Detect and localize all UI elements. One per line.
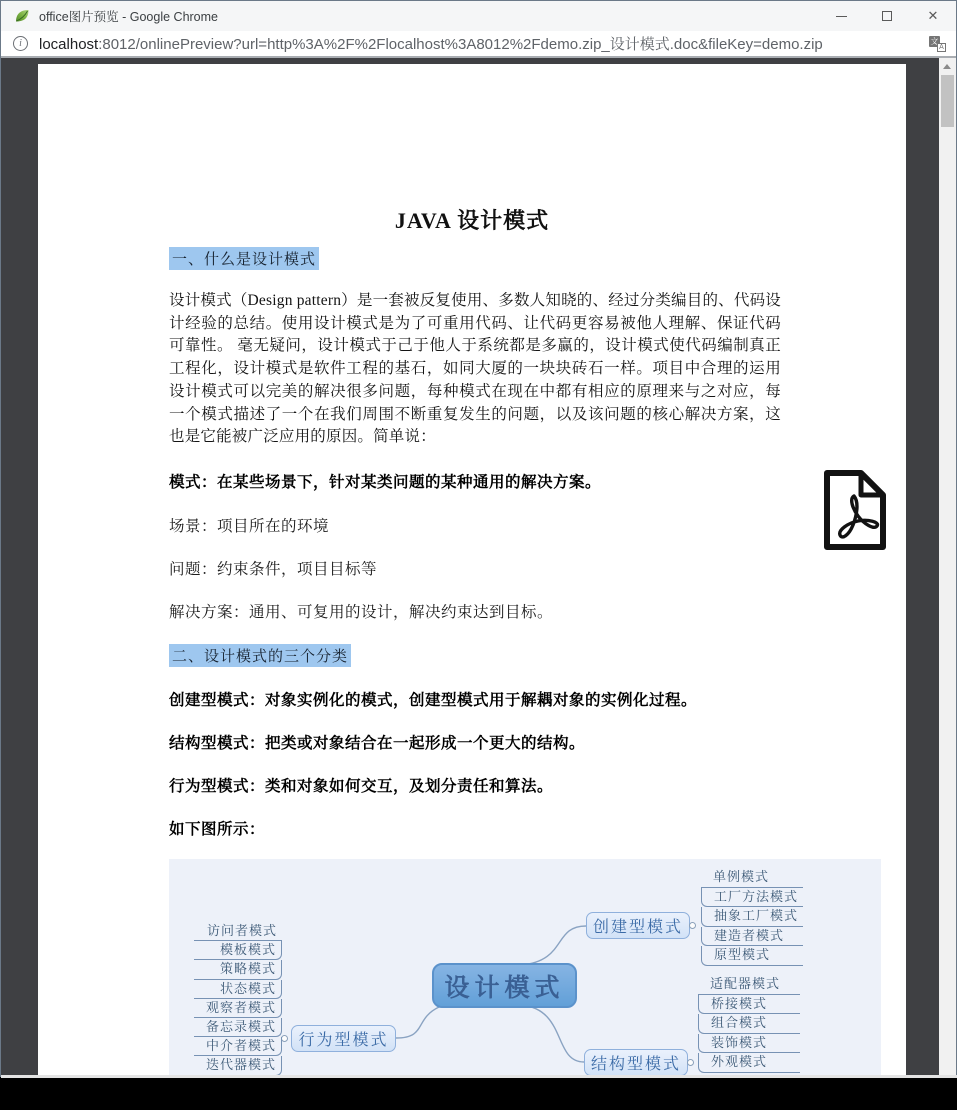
structure-category-line: 结构型模式：把类或对象结合在一起形成一个更大的结构。 [169, 735, 586, 752]
document-title: JAVA 设计模式 [394, 208, 550, 233]
leaf-favicon-icon [14, 8, 30, 24]
section2-heading: 二、设计模式的三个分类 [169, 644, 351, 667]
intro-paragraph: 设计模式（Design pattern）是一套被反复使用、多数人知晓的、经过分类编目的、代码设计经验的总结。使用设计模式是为了可重用代码、让代码更容易被他人理解、保证代码可靠性。 毫无疑问，设计模式于己于他人于系统都是多赢的，设计模式使代码编制真正工程化，设计模式是软件工程的基石，如同大厦的一块块砖石一样。项目中合理的运用设计模式可以完美的解决很多问题，每种模式在现在中都有相应的原理来与之对应，每一个模式描述了一个在我们周围不断重复发生的问题，以及该问题的核心解决方案，这也是它能被广泛应用的原因。简单说： [169, 292, 781, 446]
mindmap-child: 适配器模式 [698, 975, 800, 995]
window-controls [818, 1, 956, 31]
connector-dot [687, 1059, 694, 1066]
mindmap-child: 组合模式 [698, 1014, 800, 1034]
mindmap-child: 单例模式 [701, 868, 803, 888]
mindmap-child: 装饰模式 [698, 1034, 800, 1054]
window-title: office图片预览 - Google Chrome [39, 10, 218, 24]
info-icon[interactable] [13, 36, 28, 51]
scene-line: 场景：项目所在的环境 [169, 518, 330, 535]
mode-line: 模式：在某些场景下，针对某类问题的某种通用的解决方案。 [169, 474, 602, 491]
mindmap-child: 策略模式 [194, 960, 282, 979]
mindmap-child: 状态模式 [194, 980, 282, 999]
maximize-icon[interactable] [864, 1, 910, 31]
minimize-icon[interactable] [818, 1, 864, 31]
mindmap-child: 抽象工厂模式 [701, 907, 803, 927]
design-patterns-mindmap [169, 859, 881, 1075]
url-field[interactable] [39, 33, 823, 54]
mindmap-branch-structural: 结构型模式 [584, 1049, 688, 1075]
scroll-up-icon[interactable] [943, 64, 951, 69]
behavior-category-line: 行为型模式：类和对象如何交互，及划分责任和算法。 [169, 778, 554, 795]
section1-heading: 一、什么是设计模式 [169, 247, 319, 270]
title-bar [1, 1, 956, 31]
mindmap-branch-creation: 创建型模式 [586, 912, 690, 939]
scrollbar-thumb[interactable] [941, 75, 954, 127]
connector-dot [689, 922, 696, 929]
document-page [38, 64, 906, 1075]
mindmap-child: 观察者模式 [194, 999, 282, 1018]
creation-children-group [701, 868, 803, 966]
address-bar[interactable] [1, 31, 956, 58]
mindmap-branch-behavioral: 行为型模式 [291, 1025, 396, 1052]
mindmap-child: 访问者模式 [194, 922, 282, 941]
url-path: :8012/onlinePreview?url=http%3A%2F%2Flocalhost%3A8012%2Fdemo.zip_设计模式.doc&fileKey=demo.zip [98, 36, 823, 53]
mindmap-child: 桥接模式 [698, 995, 800, 1015]
mindmap-child: 模板模式 [194, 941, 282, 960]
mindmap-child: 中介者模式 [194, 1037, 282, 1056]
translate-icon[interactable] [929, 36, 946, 52]
mindmap-root-node: 设计模式 [432, 963, 577, 1008]
structural-children-group [698, 975, 800, 1073]
mindmap-child: 原型模式 [701, 946, 803, 966]
behavioral-children-group [194, 922, 282, 1075]
mindmap-child: 迭代器模式 [194, 1056, 282, 1075]
pdf-file-icon[interactable] [821, 469, 889, 551]
problem-line: 问题：约束条件，项目目标等 [169, 561, 378, 578]
mindmap-child: 建造者模式 [701, 927, 803, 947]
creation-category-line: 创建型模式：对象实例化的模式，创建型模式用于解耦对象的实例化过程。 [169, 692, 698, 709]
mindmap-child: 备忘录模式 [194, 1018, 282, 1037]
solution-line: 解决方案：通用、可复用的设计，解决约束达到目标。 [169, 604, 554, 621]
url-host: localhost [39, 36, 99, 53]
mindmap-child: 工厂方法模式 [701, 888, 803, 908]
mindmap-child: 外观模式 [698, 1053, 800, 1073]
preview-area [1, 58, 956, 1075]
figure-caption: 如下图所示： [169, 821, 266, 838]
connector-dot [281, 1035, 288, 1042]
window-bottom-edge [1, 1075, 957, 1078]
vertical-scrollbar[interactable] [939, 58, 956, 1075]
close-icon[interactable] [910, 1, 956, 31]
